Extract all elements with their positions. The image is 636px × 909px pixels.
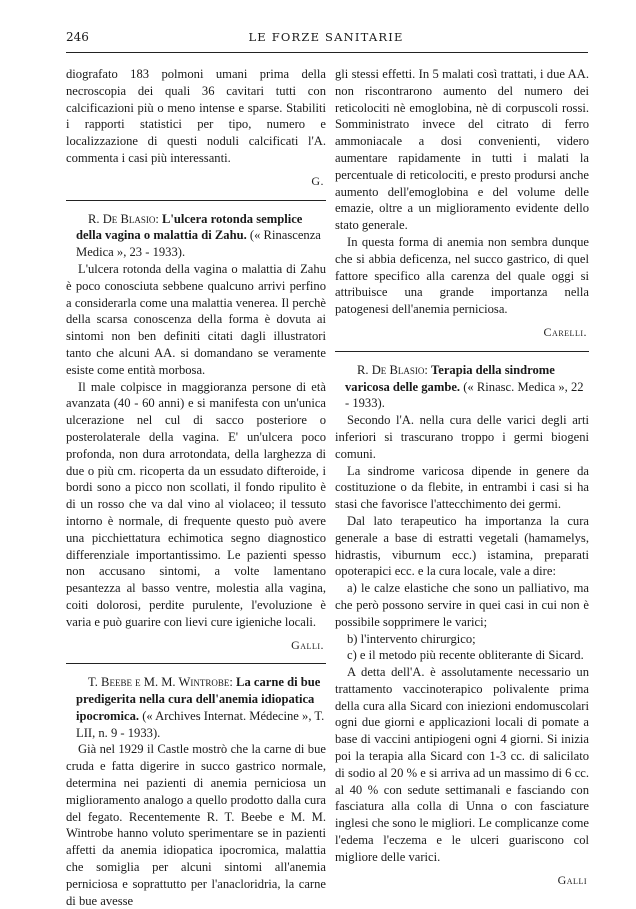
header-rule (66, 52, 588, 53)
article-separator (335, 351, 589, 352)
article-author: R. De Blasio: (88, 211, 159, 226)
article-title: La carne di bue predigerita nella cura dell'anemia idiopatica ipocromica. (76, 675, 321, 723)
list-item: a) le calze elastiche che sono un palliativo, ma che però possono servire in quei casi in cui non è possibile sopprimere le varici; (335, 581, 589, 629)
article-source: (« Rinasc. Medica », 22 - 1933). (345, 379, 584, 411)
running-title: LE FORZE SANITARIE (248, 30, 404, 44)
continued-paragraph: diografato 183 polmoni umani prima della necroscopia dei quali 36 cavitari tutti con calcificazioni più o meno intense e sparse. Stabiliti i rapporti statistici per tipo, numero e localizzazione di questi noduli calcificati l'A. commenta i casi più interessanti. (66, 67, 326, 165)
article-paragraph: Dal lato terapeutico ha importanza la cura generale a base di estratti vegetali (hamamelys, hidrastis, viburnum ecc.) istamina, preparati opoterapici ecc. e la cura locale, vale a dire: (335, 513, 589, 579)
article-separator (66, 663, 326, 664)
page-number: 246 (66, 30, 89, 44)
article-paragraph: A detta dell'A. è assolutamente necessario un trattamento vaccinoterapico polivalente prima della cura alla Sicard con iniezioni endomuscolari ogni due giorni e applicazioni locali di pomate a base di vaccini antipiogeni ogni 4 giorni. Si inizia poi la terapia alla Sicard con 1-3 cc. di salicilato di sodio al 20 % e si arriva ad un massimo di 6 cc. al 40 % con sedute settimanali e fasciando con fasciatura alla colla di Unna o con fasciature inglesi che sono le migliori. Le complicanze come l'edema l'eczema e le ulceri guariscono col migliore delle varici. (335, 665, 589, 864)
article-title: Terapia della sindrome varicosa delle gambe. (345, 362, 555, 394)
article-separator (66, 200, 326, 201)
article-source: (« Rinascenza Medica », 23 - 1933). (76, 228, 321, 260)
article-paragraph: In questa forma di anemia non sembra dunque che si abbia deficenza, nel succo gastrico, di quel fattore specifico alla carenza del quale oggi si attribuisce una grande importanza nella patogenesi dell'anemia perniciosa. (335, 234, 589, 317)
right-column (335, 66, 589, 898)
list-item: c) e il metodo più recente obliterante di Sicard. (347, 648, 584, 663)
article-heading (335, 362, 589, 412)
signature: Galli (557, 872, 587, 887)
article-paragraph: Secondo l'A. nella cura delle varici degli arti inferiori si trascurano troppo i germi biogeni comuni. (335, 413, 589, 461)
article-paragraph: L'ulcera rotonda della vagina o malattia di Zahu è poco conosciuta sebbene qualcuno arrivi perfino a considerarla come una malattia venerea. Il perchè della scarsa conoscenza della forma è dovuta ai sintomi non ben definiti citati dagli illustratori tanto che alcuni AA. si domandano se veramente esiste come entità morbosa. (66, 261, 326, 377)
left-column (66, 66, 326, 909)
article-author: R. De Blasio: (357, 362, 428, 377)
article-paragraph: Il male colpisce in maggioranza persone di età avanzata (40 - 60 anni) e si manifesta con un'unica ulcerazione nel cul di sacco posteriore o posterolaterale della vagina. E' un'ulcera poco profonda, non dura arrotondata, della larghezza di due o più cm. ricoperta da un essudato difteroide, i bordi sono a picco non scollati, il fondo ripulito è di un rosso che va dal vino al violaceo; il tessuto intorno è normale, di frequente questo può avere una picchiettatura echimotica segno diagnostico differenziale importantissimo. Le pazienti spesso non accusano sintomi, a volte lamentano pesantezza al basso ventre, molestia alla vagina, coiti dolorosi, perdite purulente, l'evoluzione è varia e può guarire con lievi cure igieniche locali. (66, 379, 326, 629)
article-title: L'ulcera rotonda semplice della vagina o malattia di Zahu. (76, 211, 303, 243)
article-heading (66, 211, 326, 261)
article-paragraph: La sindrome varicosa dipende in genere da costituzione o da flebite, in entrambi i casi si ha stasi che favorisce l'attecchimento dei germi. (335, 463, 589, 512)
continued-paragraph: gli stessi effetti. In 5 malati così trattati, i due AA. non riscontrarono aumento del numero dei reticolociti nè emoglobina, nè di corpuscoli rossi. Somministrato invece del citrato di ferro ammoniacale a dosi convenienti, videro aumentare rapidamente in tutti i malati la percentuale di reticolociti, e presto prodursi anche aumento dell'emoglobina e del volume delle emazie, oltre a un miglioramento evidente dello stato generale. (335, 67, 589, 233)
article-paragraph: Già nel 1929 il Castle mostrò che la carne di bue cruda e fatta digerire in succo gastrico normale, determina nei pazienti di anemia perniciosa un miglioramento analogo a quello prodotto dalla cura del fegato. Recentemente R. T. Beebe e M. M. Wintrobe hanno voluto sperimentare se in pazienti affetti da anemia idiopatica ipocromica, malattia che somiglia per alcuni sintomi all'anemia perniciosa e soprattutto per l'anacloridria, la carne di bue avesse (66, 742, 326, 908)
article-author: T. Beebe e M. M. Wintrobe: (88, 675, 233, 690)
signature: Galli. (291, 637, 324, 652)
list-item: b) l'intervento chirurgico; (347, 631, 476, 646)
article-source: (« Archives Internat. Médecine », T. LII, n. 9 - 1933). (76, 708, 325, 740)
signature: G. (311, 173, 324, 188)
article-heading (66, 674, 326, 741)
page-header (66, 30, 586, 52)
signature: Carelli. (543, 324, 587, 339)
